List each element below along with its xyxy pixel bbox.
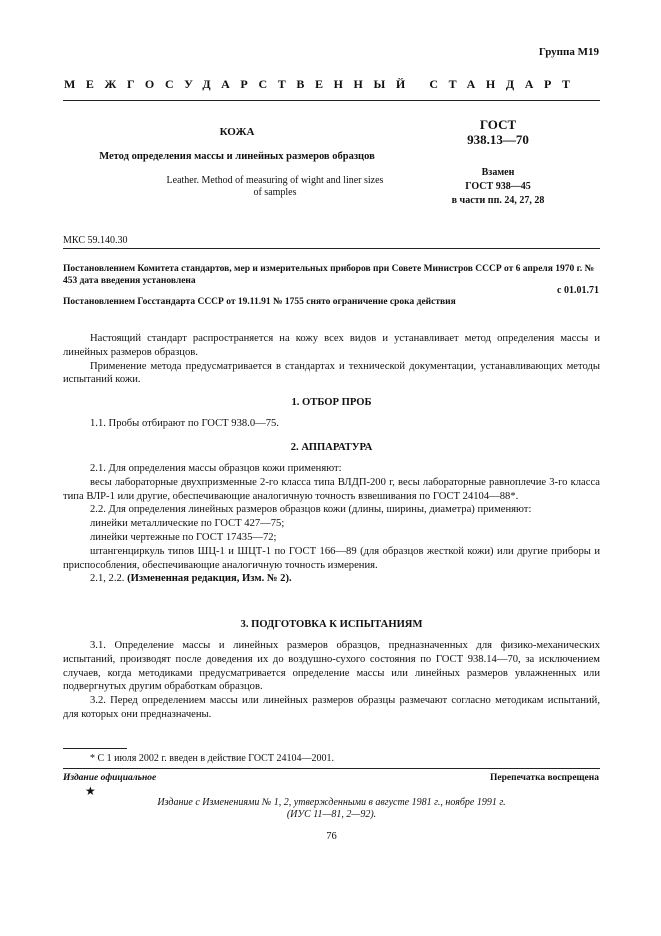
effective-date: с 01.01.71 bbox=[557, 285, 599, 296]
english-title bbox=[140, 175, 410, 199]
header-divider bbox=[63, 100, 600, 101]
gost-label: ГОСТ bbox=[479, 117, 517, 132]
english-title-line-1: Leather. Method of measuring of wight and liner sizes bbox=[166, 175, 384, 186]
replaces-label: Взамен bbox=[481, 167, 515, 178]
footnote-divider bbox=[63, 748, 127, 749]
footnote: * С 1 июля 2002 г. введен в действие ГОСТ 24104—2001. bbox=[90, 753, 334, 764]
publication-note-line-1: Издание с Изменениями № 1, 2, утвержденными в августе 1981 г., ноябре 1991 г. bbox=[157, 797, 506, 808]
publication-note-line-2: (ИУС 11—81, 2—92). bbox=[286, 809, 377, 820]
section-3 bbox=[63, 639, 600, 722]
decree-limitation-removed: Постановлением Госстандарта СССР от 19.11.91 № 1755 снято ограничение срока действия bbox=[63, 297, 456, 307]
section-2 bbox=[63, 462, 600, 586]
standard-subtitle: Метод определения массы и линейных размеров образцов bbox=[99, 151, 375, 162]
standard-title: КОЖА bbox=[219, 126, 255, 138]
reprint-prohibited-label: Перепечатка воспрещена bbox=[489, 773, 599, 783]
amendment-clauses: 2.1, 2.2. bbox=[90, 573, 125, 585]
intro-section bbox=[63, 332, 600, 387]
gost-designation bbox=[430, 117, 566, 147]
english-title-line-2: of samples bbox=[253, 187, 297, 198]
paragraph-2-2: 2.2. Для определения линейных размеров образцов кожи (длины, ширины, диаметра) применяют: bbox=[90, 504, 532, 516]
mks-divider bbox=[63, 248, 600, 249]
list-item-calipers: штангенциркуль типов ШЦ-1 и ШЦТ-1 по ГОСТ 166—89 (для образцов жесткой кожи) или другие приборы и приспособления, обеспечивающие аналогичную точность измерения. bbox=[63, 545, 600, 571]
decree-introduction: Постановлением Комитета стандартов, мер и измерительных приборов при Совете Министров СССР от 6 апреля 1970 г. № 453 дата введения установлена bbox=[63, 264, 595, 286]
replaces-parts: в части пп. 24, 27, 28 bbox=[451, 195, 545, 206]
footer-divider bbox=[63, 768, 600, 769]
section-1-heading: 1. ОТБОР ПРОБ bbox=[291, 397, 372, 408]
list-item-rulers-metal: линейки металлические по ГОСТ 427—75; bbox=[90, 518, 285, 530]
amendment-text: (Измененная редакция, Изм. № 2). bbox=[127, 573, 292, 585]
star-icon: ★ bbox=[85, 784, 96, 798]
paragraph-1-1: 1.1. Пробы отбирают по ГОСТ 938.0—75. bbox=[90, 418, 279, 429]
intro-paragraph-1: Настоящий стандарт распространяется на кожу всех видов и устанавливает метод определения массы и линейных размеров образцов. bbox=[63, 333, 600, 358]
mks-code: МКС 59.140.30 bbox=[63, 235, 128, 246]
paragraph-2-1: 2.1. Для определения массы образцов кожи применяют: bbox=[90, 463, 342, 474]
gost-number: 938.13—70 bbox=[467, 132, 529, 147]
interstate-standard-label: МЕЖГОСУДАРСТВЕННЫЙ СТАНДАРТ bbox=[64, 77, 581, 91]
section-3-heading: 3. ПОДГОТОВКА К ИСПЫТАНИЯМ bbox=[240, 619, 423, 630]
official-edition-label: Издание официальное bbox=[63, 773, 157, 783]
section-2-heading: 2. АППАРАТУРА bbox=[290, 442, 373, 453]
section-1 bbox=[63, 417, 600, 431]
publication-note bbox=[63, 797, 600, 821]
paragraph-2-1-scales: весы лабораторные двухпризменные 2-го класса типа ВЛДП-200 г, весы лабораторные равноплечие 3-го класса типа ВЛР-1 или другие, обеспечивающие аналогичную точность взвешивания по ГОСТ 24104—88*. bbox=[63, 476, 600, 502]
replaces-block bbox=[430, 166, 566, 208]
paragraph-3-1: 3.1. Определение массы и линейных размеров образцов, предназначенных для физико-механических испытаний, производят после доведения их до воздушно-сухого состояния по ГОСТ 938.14—70, за исключением случаев, когда методиками предусматривается определение массы или линейных размеров увлажненных или подвергнутых другим обработкам образцов. bbox=[63, 640, 600, 693]
group-code: Группа М19 bbox=[538, 46, 599, 58]
amendment-note bbox=[63, 572, 600, 586]
list-item-rulers-drafting: линейки чертежные по ГОСТ 17435—72; bbox=[90, 531, 277, 543]
paragraph-3-2: 3.2. Перед определением массы или линейных размеров образцы размечают согласно методикам испытаний, для которых они предназначены. bbox=[63, 695, 600, 720]
replaces-gost: ГОСТ 938—45 bbox=[465, 181, 531, 192]
intro-paragraph-2: Применение метода предусматривается в стандартах и технической документации, устанавливающих методы испытаний кожи. bbox=[63, 360, 600, 386]
page-number: 76 bbox=[326, 831, 337, 842]
